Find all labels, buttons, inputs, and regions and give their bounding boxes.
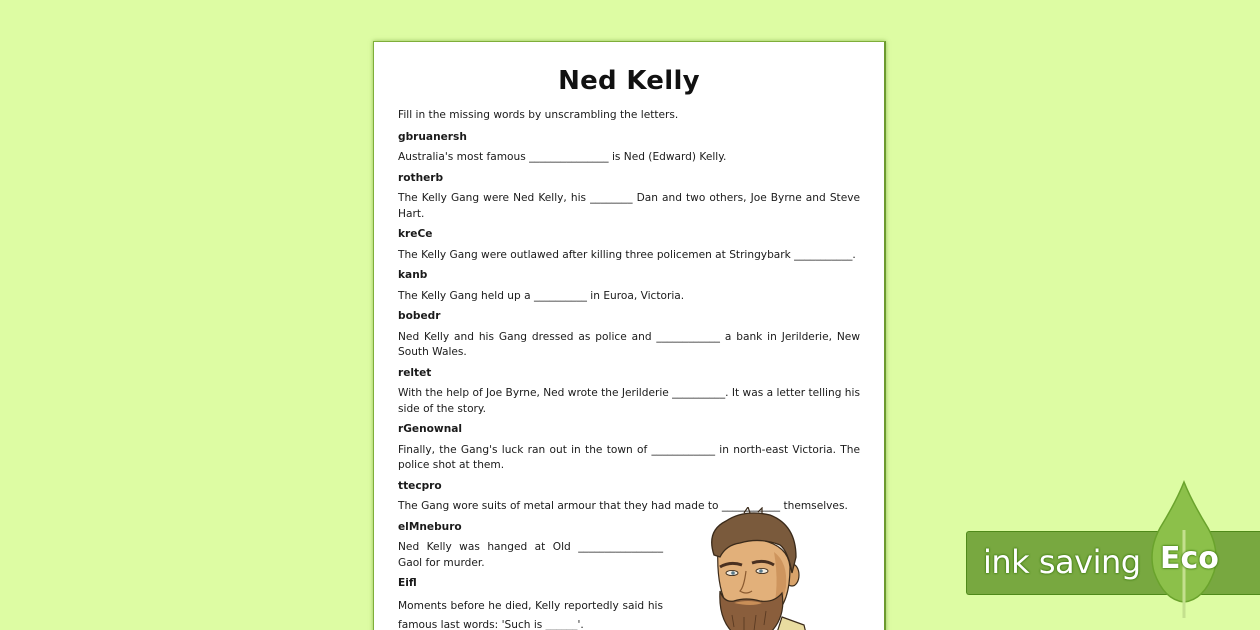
scrambled-word: kanb (398, 269, 428, 281)
scrambled-word: reltet (398, 366, 432, 379)
question-sentence: Ned Kelly was hanged at Old ________________ Gaol for murder. (398, 541, 663, 569)
scrambled-word: elMneburo (398, 520, 462, 533)
page-title: Ned Kelly (558, 66, 700, 96)
ink-saving-label: ink saving (983, 543, 1141, 581)
question-sentence: Moments before he died, Kelly reportedly said his famous last words: 'Such is ______'. (398, 599, 663, 630)
question-sentence: The Kelly Gang were outlawed after killing three policemen at Stringybark ___________. (398, 248, 856, 261)
question-item (398, 422, 860, 474)
scrambled-word: rotherb (398, 171, 444, 184)
question-item (398, 130, 860, 166)
question-sentence: Finally, the Gang's luck ran out in the town of ____________ in north-east Victoria. The police shot at them. (398, 443, 860, 471)
scrambled-word: bobedr (398, 310, 441, 322)
scrambled-word: kreCe (398, 228, 433, 240)
question-sentence: Ned Kelly and his Gang dressed as police and ____________ a bank in Jerilderie, New South Wales. (398, 330, 860, 358)
scrambled-word: gbruanersh (398, 130, 467, 143)
question-sentence: Australia's most famous _______________ is Ned (Edward) Kelly. (398, 151, 727, 163)
scrambled-word: Eifl (398, 577, 417, 589)
question-item (398, 171, 860, 223)
question-sentence: The Gang wore suits of metal armour that they had made to ___________ themselves. (398, 500, 848, 512)
question-item (398, 268, 860, 304)
question-sentence: The Kelly Gang were Ned Kelly, his ________ Dan and two others, Joe Byrne and Steve Hart. (398, 192, 860, 220)
eco-label: Eco (1160, 541, 1219, 576)
question-item (398, 309, 860, 361)
question-item (398, 227, 860, 263)
question-sentence: The Kelly Gang held up a __________ in Euroa, Victoria. (398, 289, 685, 302)
ned-kelly-portrait-illustration (704, 507, 814, 630)
instruction-text: Fill in the missing words by unscrambling the letters. (398, 109, 679, 121)
scrambled-word: rGenownal (398, 423, 463, 435)
scrambled-word: ttecpro (398, 479, 442, 492)
question-sentence: With the help of Joe Byrne, Ned wrote the Jerilderie __________. It was a letter telling his side of the story. (398, 387, 860, 415)
question-item (398, 366, 860, 418)
worksheet-page (373, 41, 886, 630)
